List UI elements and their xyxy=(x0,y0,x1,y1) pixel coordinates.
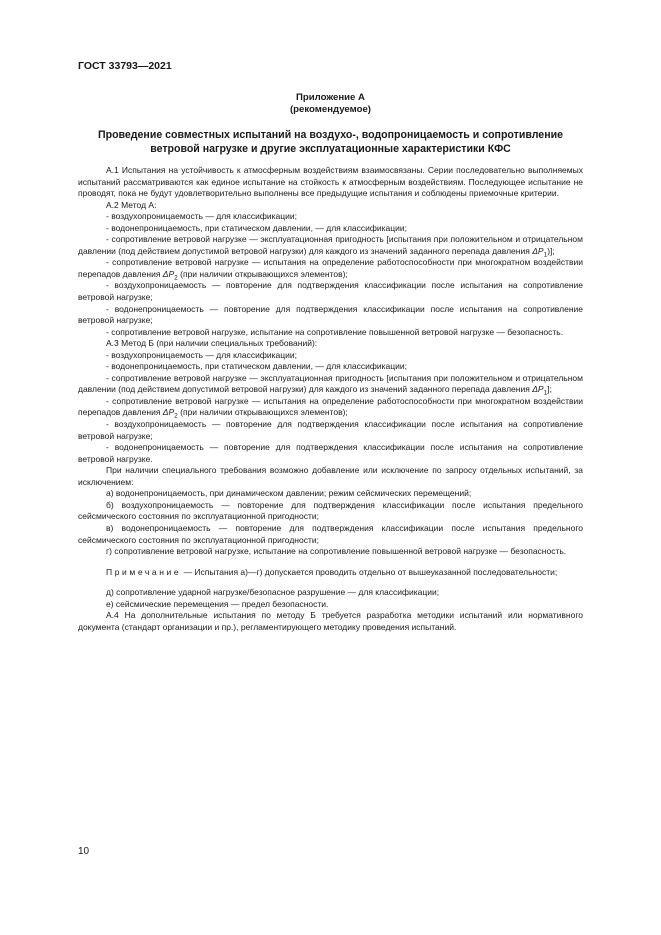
paragraph: А.1 Испытания на устойчивость к атмосферным воздействиям взаимосвязаны. Серии последовательно выполняемых испытаний рассматриваются как единое испытание на стойкость к атмосферным воздействиям. Последующее испытание не проводят, пока не будут удовлетворительно выполнены все предыдущие испытания и соблюдены приемочные критерии. xyxy=(78,165,583,199)
formula-subscript: 1 xyxy=(543,390,548,398)
list-item: - водонепроницаемость, при статическом давлении, — для классификации; xyxy=(106,361,407,372)
appendix-status: (рекомендуемое) xyxy=(289,104,371,115)
delta-p2-symbol xyxy=(162,268,178,282)
list-item: - воздухопроницаемость — для классификации; xyxy=(106,349,297,360)
paragraph: При наличии специального требования возможно добавление или исключение по запросу отдельных испытаний, за исключением: xyxy=(78,465,583,487)
paragraph: А.2 Метод А: xyxy=(106,199,157,210)
list-item xyxy=(78,257,583,280)
section-title-line-2: ветровой нагрузке и другие эксплуатационные характеристики КФС xyxy=(150,143,511,155)
text-span: (при наличии открывающихся элементов); xyxy=(177,268,348,279)
list-item: д) сопротивление ударной нагрузке/безопасное разрушение — для классификации; xyxy=(106,587,440,598)
list-item: е) сейсмические перемещения — предел безопасности. xyxy=(106,598,329,609)
formula-symbol: ΔP xyxy=(532,384,544,395)
text-span: - сопротивление ветровой нагрузке — эксплуатационная пригодность [испытания при положительном и отрицательном давлении (под действием допустимой ветровой нагрузки) для каждого из значений заданного перепада давления xyxy=(78,372,583,395)
body-text xyxy=(78,165,583,633)
paragraph: А.3 Метод Б (при наличии специальных требований): xyxy=(106,338,318,349)
note-text: — Испытания а)—г) допускается проводить отдельно от вышеуказанной последовательности; xyxy=(181,566,558,577)
formula-symbol: ΔP xyxy=(162,268,175,279)
section-title xyxy=(96,128,565,156)
text-span: - сопротивление ветровой нагрузке — эксплуатационная пригодность [испытания при положительном и отрицательном давлении (под действием допустимой ветровой нагрузки) для каждого из значений заданного перепада давления xyxy=(78,234,583,256)
paragraph: А.4 На дополнительные испытания по методу Б требуется разработка методики испытаний или нормативного документа (стандарт организации и пр.), регламентирующего методику проведения испытаний. xyxy=(78,610,583,632)
list-item: - воздухопроницаемость — для классификации; xyxy=(106,211,297,222)
formula-subscript: 2 xyxy=(174,413,178,421)
list-item: - водонепроницаемость, при статическом давлении, — для классификации; xyxy=(106,222,407,233)
delta-p1-symbol xyxy=(532,245,548,259)
list-item: а) водонепроницаемость, при динамическом давлении; режим сейсмических перемещений; xyxy=(106,488,472,499)
formula-symbol: ΔP xyxy=(162,407,175,418)
list-item: - сопротивление ветровой нагрузке, испытание на сопротивление повышенной ветровой нагрузке — безопасность. xyxy=(106,326,564,337)
page-number: 10 xyxy=(78,846,90,857)
document-code: ГОСТ 33793—2021 xyxy=(78,60,172,72)
list-item: г) сопротивление ветровой нагрузке, испытание на сопротивление повышенной ветровой нагрузке — безопасность. xyxy=(106,546,567,557)
list-item: - водонепроницаемость — повторение для подтверждения классификации после испытания на сопротивление ветровой нагрузке. xyxy=(78,442,583,464)
text-span: (при наличии открывающихся элементов); xyxy=(177,407,348,418)
list-item: б) воздухопроницаемость — повторение для подтверждения классификации после испытания предельного сейсмического состояния по эксплуатационной пригодности; xyxy=(78,499,583,522)
list-item: - воздухопроницаемость — повторение для подтверждения классификации после испытания на сопротивление ветровой нагрузке; xyxy=(78,280,583,303)
text-span: - сопротивление ветровой нагрузке — испытания на определение работоспособности при многократном воздействии перепадов давления xyxy=(78,395,583,418)
delta-p1-symbol xyxy=(532,384,548,398)
formula-subscript: 1 xyxy=(543,251,548,259)
text-span: )]; xyxy=(547,245,555,256)
delta-p2-symbol xyxy=(162,407,178,421)
text-span: - сопротивление ветровой нагрузке — испытания на определение работоспособности при многократном воздействии перепадов давления xyxy=(78,257,583,279)
note xyxy=(78,567,583,579)
list-item: в) водонепроницаемость — повторение для подтверждения классификации после испытания предельного сейсмического состояния по эксплуатационной пригодности; xyxy=(78,522,583,545)
list-item: - воздухопроницаемость — повторение для подтверждения классификации после испытания на сопротивление ветровой нагрузке; xyxy=(78,419,583,441)
section-title-line-1: Проведение совместных испытаний на воздухо-, водопроницаемость и сопротивление xyxy=(97,129,563,141)
formula-subscript: 2 xyxy=(174,274,178,282)
list-item: - водонепроницаемость — повторение для подтверждения классификации после испытания на сопротивление ветровой нагрузке; xyxy=(78,303,583,326)
text-span: ]; xyxy=(547,384,552,395)
list-item xyxy=(78,234,583,257)
list-item xyxy=(78,396,583,419)
list-item xyxy=(78,373,583,396)
note-label: Примечание xyxy=(106,566,182,577)
formula-symbol: ΔP xyxy=(532,245,544,256)
appendix-title: Приложение А xyxy=(296,92,365,103)
